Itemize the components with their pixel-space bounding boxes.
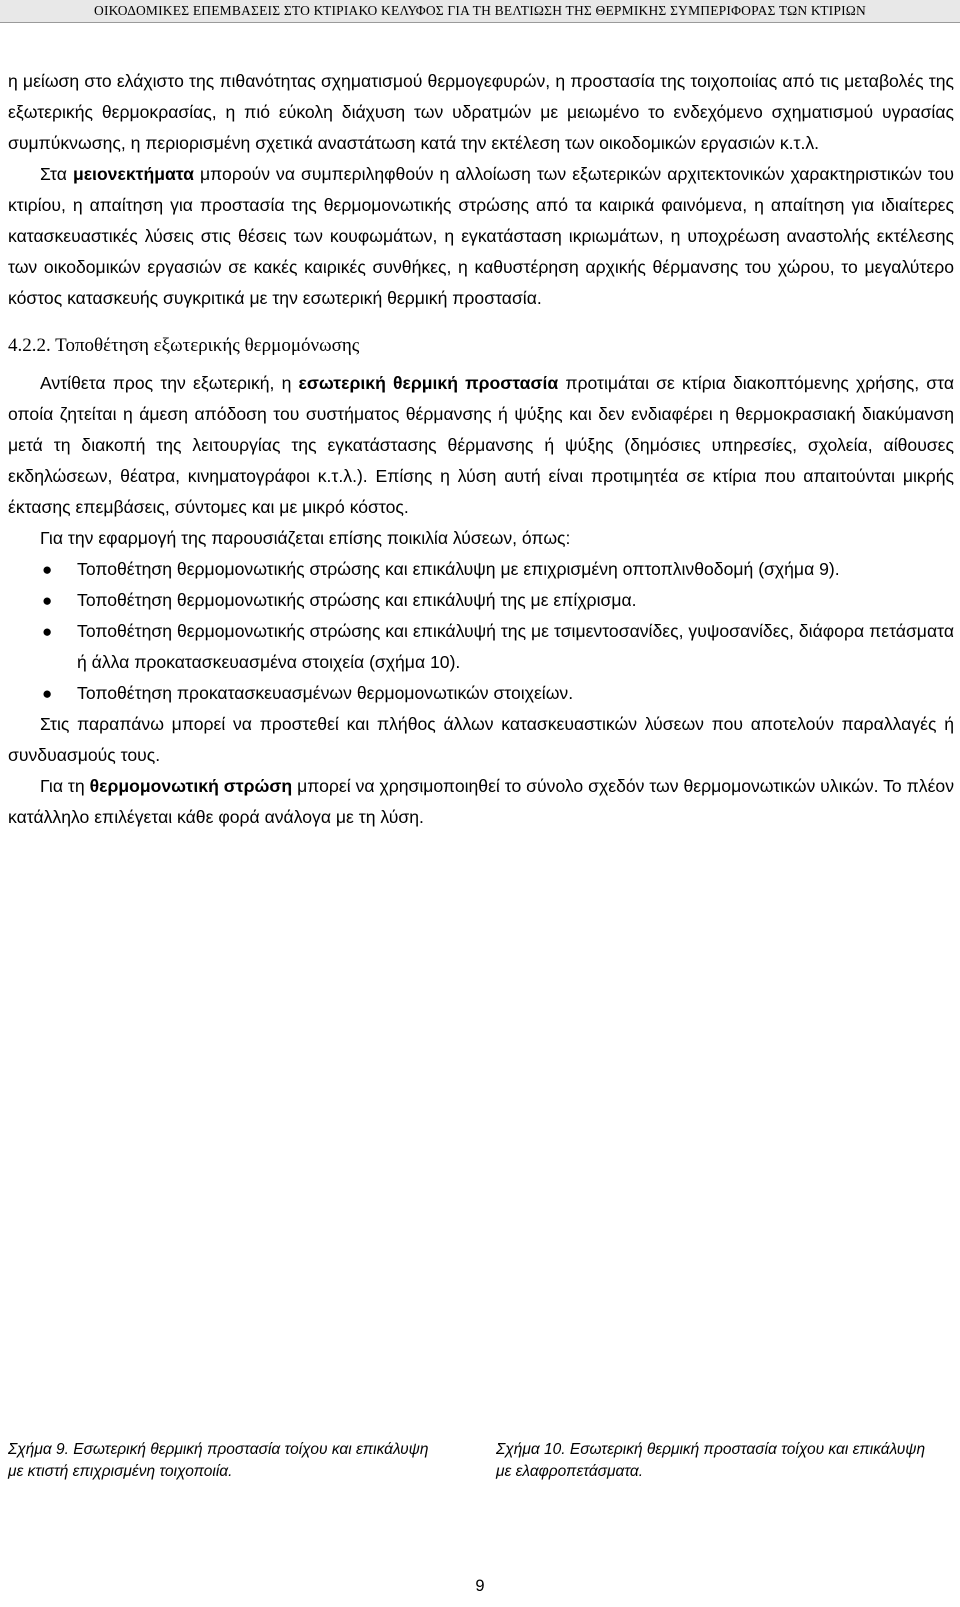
bold-term-insulation-layer: θερμομονωτική στρώση [89,776,293,796]
paragraph-rest-text: προτιμάται σε κτίρια διακοπτόμενης χρήσης, στα οποία ζητείται η άμεση απόδοση του συστήματος θέρμανσης ή ψύξης και δεν ενδιαφέρει η θερμοκρασιακή διακύμανση μετά τη διακοπή της λειτουργίας της εγκατάστασης θέρμανσης ή ψύξης (δημόσιες υπηρεσίες, σχολεία, αίθουσες εκδηλώσεων, θέατρα, κινηματογράφοι κ.τ.λ.). Επίσης η λύση αυτή είναι προτιμητέα σε κτίρια που απαιτούνται μικρής έκτασης επεμβάσεις, σύντομες και με μικρό κόστος. [8,373,954,517]
list-item [8,554,954,585]
paragraph-rest-text: μπορεί να χρησιμοποιηθεί το σύνολο σχεδόν των θερμομονωτικών υλικών. Το πλέον κατάλληλο επιλέγεται κάθε φορά ανάλογα με τη λύση. [8,776,954,827]
bullet-icon: ● [42,591,53,610]
figure-caption-text: Εσωτερική θερμική προστασία τοίχου και επικάλυψη με ελαφροπετάσματα. [496,1441,926,1480]
paragraph-lead-text: Στα [40,164,73,184]
running-header [0,0,960,23]
paragraph-lead-text: Αντίθετα προς την εξωτερική, η [40,373,299,393]
list-item-text: Τοποθέτηση θερμομονωτικής στρώσης και επικάλυψη με επιχρισμένη οπτοπλινθοδομή (σχήμα 9). [77,559,840,579]
section-heading: 4.2.2. Τοποθέτηση εξωτερικής θερμομόνωσης [8,335,360,356]
figure-caption-9 [8,1439,448,1483]
bullet-icon: ● [42,560,53,579]
paragraph-more-solutions: Στις παραπάνω μπορεί να προστεθεί και πλήθος άλλων κατασκευαστικών λύσεων που αποτελούν παραλλαγές ή συνδυασμούς τους. [8,714,954,765]
list-item-text: Τοποθέτηση θερμομονωτικής στρώσης και επικάλυψή της με τσιμεντοσανίδες, γυψοσανίδες, διάφορα πετάσματα ή άλλα προκατασκευασμένα στοιχεία (σχήμα 10). [77,621,954,672]
bold-term-internal-protection: εσωτερική θερμική προστασία [298,373,559,393]
page-content [8,66,954,833]
bullet-icon: ● [42,684,53,703]
list-item-text: Τοποθέτηση προκατασκευασμένων θερμομονωτικών στοιχείων. [77,683,574,703]
bold-term-disadvantages: μειονεκτήματα [72,164,194,184]
page-number: 9 [475,1577,485,1595]
figure-label: Σχήμα 9. [8,1441,69,1458]
paragraph-advantages-end: η μείωση στο ελάχιστο της πιθανότητας σχηματισμού θερμογεφυρών, η προστασία της τοιχοποιίας από τις μεταβολές της εξωτερικής θερμοκρασίας, η πιό εύκολη διάχυση των υδρατμών με μειωμένο το ενδεχόμενο σχηματισμού υγρασίας συμπύκνωσης, η περιορισμένη σχετικά αναστάτωση κατά την εκτέλεση των οικοδομικών εργασιών κ.τ.λ. [8,71,954,153]
paragraph-internal-protection [8,368,954,523]
figure-label: Σχήμα 10. [496,1441,566,1458]
paragraph-variety: Για την εφαρμογή της παρουσιάζεται επίσης ποικιλία λύσεων, όπως: [40,528,571,548]
list-item-text: Τοποθέτηση θερμομονωτικής στρώσης και επικάλυψή της με επίχρισμα. [77,590,637,610]
list-item [8,616,954,678]
solutions-list [8,554,954,709]
paragraph-rest-text: μπορούν να συμπεριληφθούν η αλλοίωση των εξωτερικών αρχιτεκτονικών χαρακτηριστικών του κτιρίου, η απαίτηση για προστασία της θερμομονωτικής στρώσης από τα καιρικά φαινόμενα, η απαίτηση για ιδιαίτερες κατασκευαστικές λύσεις στις θέσεις των κουφωμάτων, η εγκατάσταση ικριωμάτων, η υποχρέωση αναστολής εκτέλεσης των οικοδομικών εργασιών σε κακές καιρικές συνθήκες, η καθυστέρηση αρχικής θέρμανσης του χώρου, το μεγαλύτερο κόστος κατασκευής συγκριτικά με την εσωτερική θερμική προστασία. [8,164,955,308]
bullet-icon: ● [42,622,53,641]
figure-caption-text: Εσωτερική θερμική προστασία τοίχου και επικάλυψη με κτιστή επιχρισμένη τοιχοποιία. [8,1441,429,1480]
list-item [8,678,954,709]
paragraph-insulation-layer [8,771,954,833]
running-header-title: ΟΙΚΟΔΟΜΙΚΕΣ ΕΠΕΜΒΑΣΕΙΣ ΣΤΟ ΚΤΙΡΙΑΚΟ ΚΕΛΥΦΟΣ ΓΙΑ ΤΗ ΒΕΛΤΙΩΣΗ ΤΗΣ ΘΕΡΜΙΚΗΣ ΣΥΜΠΕΡΙΦΟΡΑΣ ΤΩΝ ΚΤΙΡΙΩΝ [94,3,866,18]
paragraph-disadvantages [8,159,954,314]
list-item [8,585,954,616]
figure-captions [8,1439,954,1499]
figure-caption-10 [496,1439,936,1483]
paragraph-lead-text: Για τη [40,776,90,796]
